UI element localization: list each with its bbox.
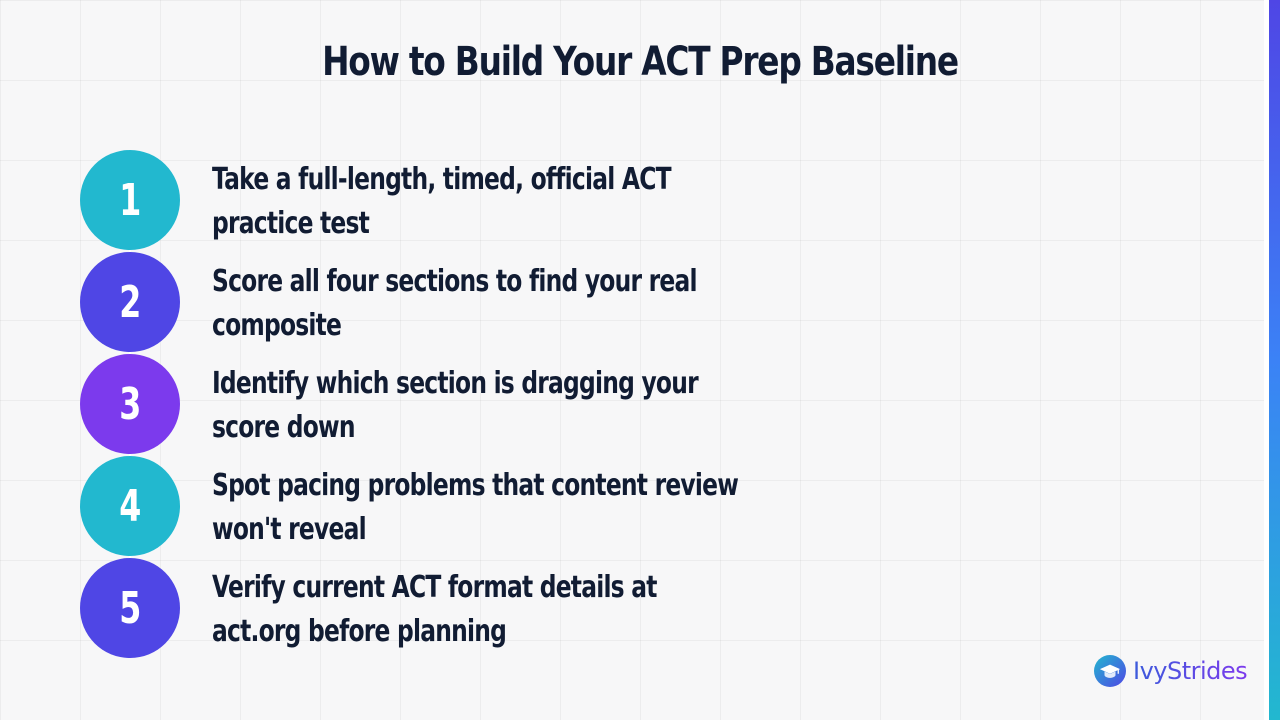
step-5-number: 5 bbox=[118, 582, 142, 634]
step-3-circle bbox=[80, 354, 180, 454]
graduation-cap-icon bbox=[1094, 655, 1126, 687]
step-4-circle bbox=[80, 456, 180, 556]
slide-title: How to Build Your ACT Prep Baseline bbox=[322, 39, 958, 85]
brand-name: IvyStrides bbox=[1133, 657, 1248, 685]
step-3-text: Identify which section is dragging your score down bbox=[212, 366, 698, 445]
step-1 bbox=[80, 150, 780, 250]
step-4 bbox=[80, 456, 780, 556]
step-4-number: 4 bbox=[118, 480, 142, 532]
brand-logo bbox=[1094, 654, 1247, 688]
step-3 bbox=[80, 354, 780, 454]
step-4-text: Spot pacing problems that content review won't reveal bbox=[212, 468, 739, 547]
right-accent-bar bbox=[1264, 0, 1280, 720]
step-5 bbox=[80, 558, 780, 658]
step-2-number: 2 bbox=[118, 276, 142, 328]
step-2 bbox=[80, 252, 780, 352]
step-1-circle bbox=[80, 150, 180, 250]
step-5-text: Verify current ACT format details at act.org before planning bbox=[212, 570, 657, 649]
step-3-number: 3 bbox=[118, 378, 142, 430]
step-2-circle bbox=[80, 252, 180, 352]
step-1-number: 1 bbox=[118, 174, 142, 226]
step-1-text: Take a full-length, timed, official ACT practice test bbox=[212, 162, 671, 241]
step-5-circle bbox=[80, 558, 180, 658]
step-2-text: Score all four sections to find your real composite bbox=[212, 264, 697, 343]
